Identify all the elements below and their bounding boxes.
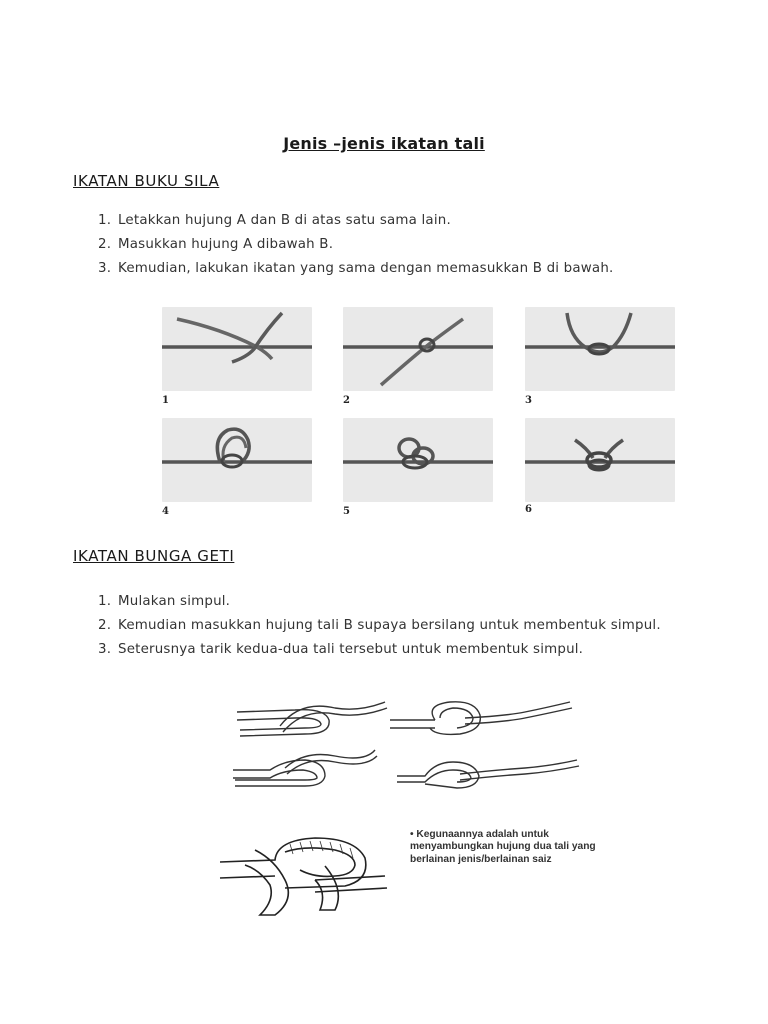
step-item bbox=[98, 260, 613, 278]
step-number: 3. bbox=[98, 261, 112, 276]
reef-knot-step-6-photo bbox=[525, 418, 675, 502]
step-item bbox=[98, 212, 613, 230]
section-heading-sheet-bend: IKATAN BUNGA GETI bbox=[73, 547, 235, 565]
reef-knot-step-1-photo bbox=[162, 307, 312, 391]
step-text: Kemudian, lakukan ikatan yang sama dengan memasukkan B di bawah. bbox=[118, 261, 614, 276]
sheet-bend-knot-drawing bbox=[215, 830, 395, 920]
page-title: Jenis –jenis ikatan tali bbox=[283, 134, 485, 153]
photo-label: 4 bbox=[162, 506, 169, 517]
reef-knot-step-3-photo bbox=[525, 307, 675, 391]
step-number: 1. bbox=[98, 594, 112, 609]
step-text: Kemudian masukkan hujung tali B supaya bersilang untuk membentuk simpul. bbox=[118, 618, 661, 633]
sheet-bend-steps-drawing bbox=[225, 690, 585, 820]
photo-label: 3 bbox=[525, 395, 532, 406]
photo-label: 5 bbox=[343, 506, 350, 517]
sheet-bend-steps bbox=[98, 593, 698, 665]
reef-knot-step-2-photo bbox=[343, 307, 493, 391]
step-item bbox=[98, 236, 613, 254]
step-text: Seterusnya tarik kedua-dua tali tersebut untuk membentuk simpul. bbox=[118, 642, 584, 657]
step-item bbox=[98, 641, 698, 659]
step-item bbox=[98, 617, 698, 635]
photo-label: 2 bbox=[343, 395, 350, 406]
step-text: Mulakan simpul. bbox=[118, 594, 231, 609]
reef-knot-steps bbox=[98, 212, 613, 284]
step-number: 3. bbox=[98, 642, 112, 657]
step-number: 1. bbox=[98, 213, 112, 228]
step-number: 2. bbox=[98, 618, 112, 633]
reef-knot-step-5-photo bbox=[343, 418, 493, 502]
step-text: Letakkan hujung A dan B di atas satu sama lain. bbox=[118, 213, 451, 228]
photo-label: 1 bbox=[162, 395, 169, 406]
sheet-bend-usage-note: • Kegunaannya adalah untuk menyambungkan hujung dua tali yang berlainan jenis/berlainan saiz bbox=[410, 829, 596, 865]
reef-knot-step-4-photo bbox=[162, 418, 312, 502]
step-text: Masukkan hujung A dibawah B. bbox=[118, 237, 334, 252]
photo-label: 6 bbox=[525, 504, 532, 515]
step-item bbox=[98, 593, 698, 611]
step-number: 2. bbox=[98, 237, 112, 252]
section-heading-reef-knot: IKATAN BUKU SILA bbox=[73, 172, 220, 190]
